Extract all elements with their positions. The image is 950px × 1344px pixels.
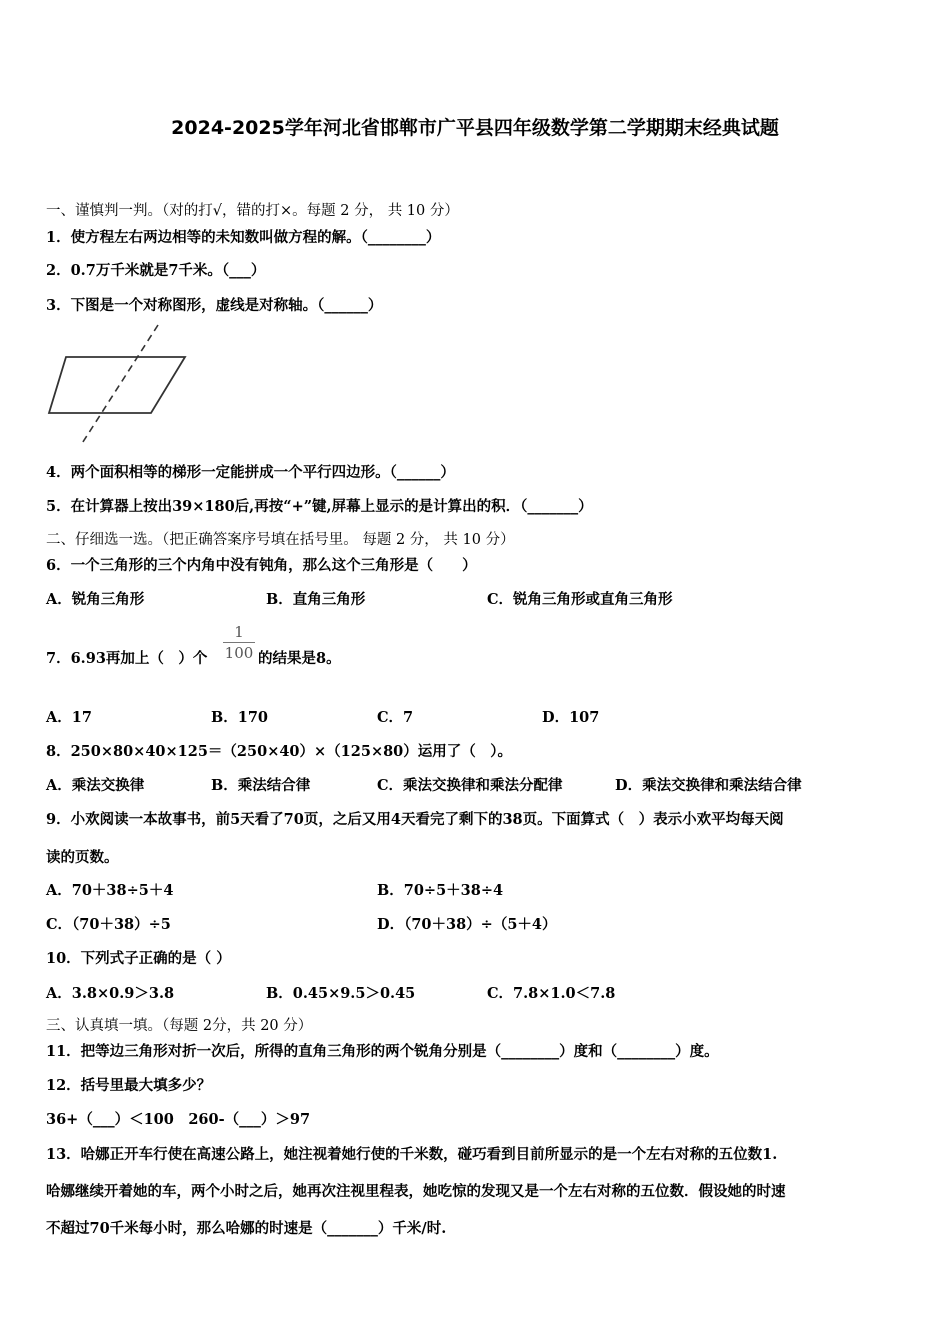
question-10: 10．下列式子正确的是（ ） — [46, 950, 231, 967]
question-9-line2: 读的页数。 — [46, 849, 119, 866]
q10-option-a: A．3.8×0.9＞3.8 — [46, 985, 175, 1002]
q6-option-c: C．锐角三角形或直角三角形 — [487, 591, 673, 608]
q10-option-c: C．7.8×1.0＜7.8 — [487, 985, 616, 1002]
q8-option-c: C．乘法交换律和乘法分配律 — [377, 777, 563, 794]
fraction-one-hundredth — [222, 622, 256, 663]
section-heading-fill: 三、认真填一填。（每题 2分，共 20 分） — [46, 1018, 313, 1034]
q9-option-c: C．（70＋38）÷5 — [46, 916, 171, 933]
q9-option-b: B．70÷5＋38÷4 — [377, 882, 504, 899]
question-13-line2: 哈娜继续开着她的车，两个小时之后，她再次注视里程表，她吃惊的发现又是一个左右对称的五位数．假设她的时速 — [46, 1183, 786, 1200]
q8-option-a: A．乘法交换律 — [46, 777, 145, 794]
fraction-numerator: 1 — [234, 623, 244, 641]
q7-option-b: B．170 — [211, 709, 269, 726]
question-4: 4．两个面积相等的梯形一定能拼成一个平行四边形。（______） — [46, 464, 455, 481]
question-13-line3: 不超过70千米每小时，那么哈娜的时速是（_______）千米/时. — [46, 1220, 447, 1237]
q6-option-a: A．锐角三角形 — [46, 591, 145, 608]
question-7-stem: 7．6.93再加上（ ）个 — [46, 650, 208, 667]
question-12-blanks: 36+（___）＜100 260-（___）＞97 — [46, 1111, 311, 1128]
question-3: 3．下图是一个对称图形，虚线是对称轴。（______） — [46, 297, 383, 314]
q8-option-d: D．乘法交换律和乘法结合律 — [615, 777, 802, 794]
fraction-denominator: 100 — [224, 644, 254, 662]
question-9-line1: 9．小欢阅读一本故事书，前5天看了70页，之后又用4天看完了剩下的38页。下面算式（ ）表示小欢平均每天阅 — [46, 811, 784, 828]
q7-option-c: C．7 — [377, 709, 414, 726]
section-heading-choose: 二、仔细选一选。（把正确答案序号填在括号里。 每题 2 分， 共 10 分） — [46, 532, 515, 548]
q8-option-b: B．乘法结合律 — [211, 777, 311, 794]
page-title: 2024-2025学年河北省邯郸市广平县四年级数学第二学期期末经典试题 — [171, 117, 779, 139]
question-5: 5．在计算器上按出39×180后,再按“+”键,屏幕上显示的是计算出的积．（_______） — [46, 498, 593, 515]
section-heading-judge: 一、谨慎判一判。（对的打√，错的打×。每题 2 分， 共 10 分） — [46, 203, 459, 219]
q9-option-d: D．（70＋38）÷（5＋4） — [377, 916, 557, 933]
symmetry-axis-dashed-line — [81, 325, 158, 445]
question-11: 11．把等边三角形对折一次后，所得的直角三角形的两个锐角分别是（________）度和（________）度。 — [46, 1043, 719, 1060]
q9-option-a: A．70＋38÷5＋4 — [46, 882, 174, 899]
question-2: 2．0.7万千米就是7千米。（___） — [46, 262, 266, 279]
question-6: 6．一个三角形的三个内角中没有钝角，那么这个三角形是（ ） — [46, 557, 477, 574]
question-13-line1: 13．哈娜正开车行使在高速公路上，她注视着她行使的千米数，碰巧看到目前所显示的是一个左右对称的五位数1. — [46, 1146, 778, 1163]
parallelogram-figure — [44, 322, 192, 448]
question-12: 12．括号里最大填多少？ — [46, 1077, 212, 1094]
q6-option-b: B．直角三角形 — [266, 591, 366, 608]
question-8: 8．250×80×40×125＝（250×40）×（125×80）运用了（ ）。 — [46, 743, 513, 760]
q7-option-a: A．17 — [46, 709, 92, 726]
question-7-stem-end: 的结果是8。 — [258, 650, 341, 667]
q7-option-d: D．107 — [542, 709, 600, 726]
question-1: 1．使方程左右两边相等的未知数叫做方程的解。（________） — [46, 229, 441, 246]
parallelogram-shape — [49, 357, 185, 413]
q10-option-b: B．0.45×9.5＞0.45 — [266, 985, 416, 1002]
